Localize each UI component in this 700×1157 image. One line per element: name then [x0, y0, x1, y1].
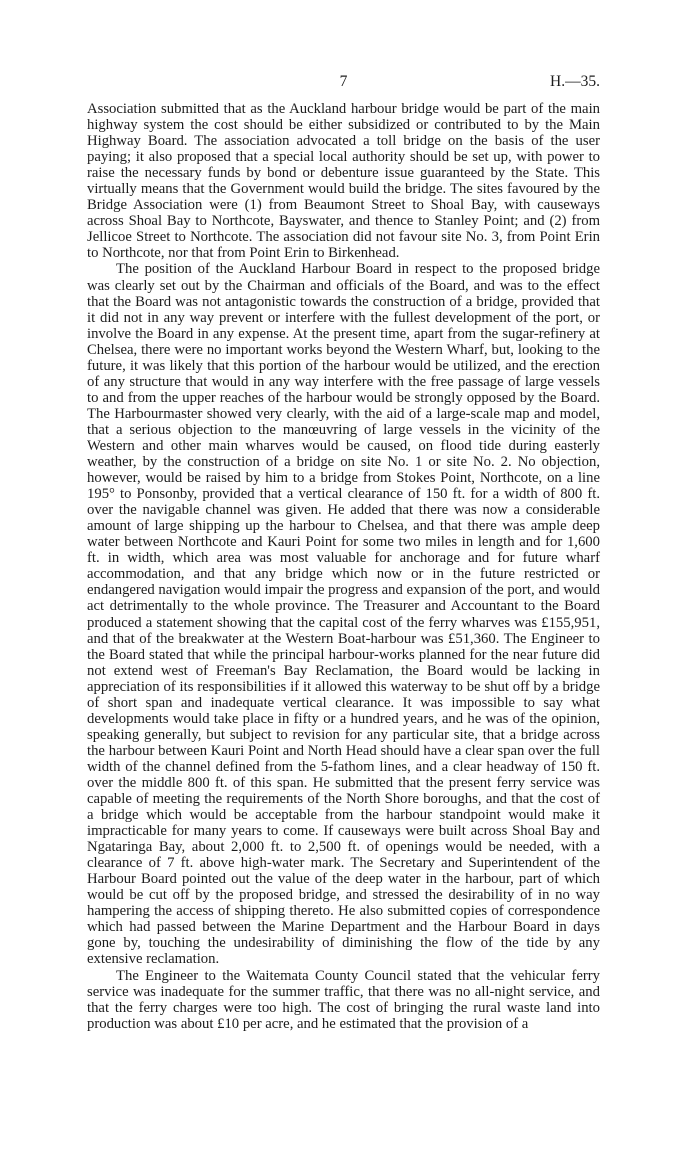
body-text	[87, 101, 600, 1032]
paragraph-harbour-board: The position of the Auckland Harbour Board in respect to the proposed bridge was clearly set out by the Chairman and officials of the Board, and was to the effect that the Board was not antagonistic towards the construction of a bridge, provided that it did not in any way prevent or interfere with the fullest development of the port, or involve the Board in any expense. At the present time, apart from the sugar-refinery at Chelsea, there were no important works beyond the Western Wharf, but, looking to the future, it was likely that this portion of the harbour would be utilized, and the erection of any structure that would in any way interfere with the free passage of large vessels to and from the upper reaches of the harbour would be strongly opposed by the Board. The Harbourmaster showed very clearly, with the aid of a large-scale map and model, that a serious objection to the manœuvring of large vessels in the vicinity of the Western and other main wharves would be caused, on flood tide during easterly weather, by the construction of a bridge on site No. 1 or site No. 2. No objection, however, would be raised by him to a bridge from Stokes Point, Northcote, on a line 195° to Ponsonby, provided that a vertical clearance of 150 ft. for a width of 800 ft. over the navigable channel was given. He added that there was now a considerable amount of large shipping up the harbour to Chelsea, and that there was ample deep water between Northcote and Kauri Point for some two miles in length and for 1,600 ft. in width, which area was most valuable for anchorage and for future wharf accommodation, and that any bridge which now or in the future restricted or endangered navigation would impair the progress and expansion of the port, and would act detrimentally to the whole province. The Treasurer and Accountant to the Board produced a statement showing that the capital cost of the ferry wharves was £155,951, and that of the breakwater at the Western Boat-harbour was £51,360. The Engineer to the Board stated that while the principal harbour-works planned for the near future did not extend west of Freeman's Bay Reclamation, the Board would be lacking in appreciation of its responsibilities if it allowed this waterway to be shut off by a bridge of short span and inadequate vertical clearance. It was impossible to say what developments would take place in fifty or a hundred years, and he was of the opinion, speaking generally, but subject to revision for any particular site, that a bridge across the harbour between Kauri Point and North Head should have a clear span over the full width of the channel defined from the 5-fathom lines, and a clear headway of 150 ft. over the middle 800 ft. of this span. He submitted that the present ferry service was capable of meeting the requirements of the North Shore boroughs, and that the cost of a bridge which would be acceptable from the harbour standpoint would make it impracticable for many years to come. If causeways were built across Shoal Bay and Ngataringa Bay, about 2,000 ft. to 2,500 ft. of openings would be needed, with a clearance of 7 ft. above high-water mark. The Secretary and Superintendent of the Harbour Board pointed out the value of the deep water in the harbour, part of which would be cut off by the proposed bridge, and stressed the desirability of in no way hampering the access of shipping thereto. He also submitted copies of correspondence which had passed between the Marine Department and the Harbour Board in days gone by, touching the undesirability of diminishing the flow of the tide by any extensive reclamation.	[87, 261, 600, 968]
paragraph-association: Association submitted that as the Auckland harbour bridge would be part of the main highway system the cost should be either subsidized or contributed to by the Main Highway Board. The association advocated a toll bridge on the basis of the user paying; it also proposed that a special local authority should be set up, with power to raise the necessary funds by bond or debenture issue guaranteed by the State. This virtually means that the Government would build the bridge. The sites favoured by the Bridge Association were (1) from Beaumont Street to Shoal Bay, with causeways across Shoal Bay to Northcote, Bayswater, and thence to Stanley Point; and (2) from Jellicoe Street to Northcote. The association did not favour site No. 3, from Point Erin to Northcote, nor that from Point Erin to Birkenhead.	[87, 101, 600, 262]
paragraph-county-council: The Engineer to the Waitemata County Council stated that the vehicular ferry service was inadequate for the summer traffic, that there was no all-night service, and that the ferry charges were too high. The cost of bringing the rural waste land into production was about £10 per acre, and he estimated that the provision of a	[87, 967, 600, 1032]
document-reference: H.—35.	[550, 73, 600, 90]
page-header	[87, 73, 600, 97]
page-number: 7	[339, 73, 348, 90]
